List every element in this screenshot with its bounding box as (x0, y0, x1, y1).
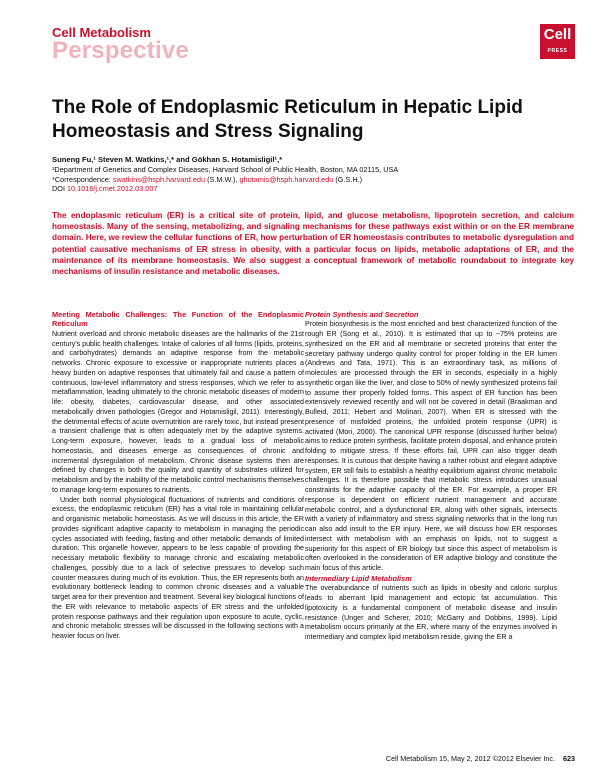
paragraph: The overabundance of nutrients such as lipids in obesity and caloric surplus leads to aberrant lipid management and ectopic fat accumulation. This lipotoxicity is a fundamental component of metabolic disease and insulin resistance (Unger and Scherer, 2010; McGarry and Dobbins, 1999). Lipid metabolism occurs primarily at the ER, where many of the enzymes involved in intermediary and complex lipid metabolism reside, giving the ER a (305, 584, 557, 642)
page-number: 623 (563, 754, 575, 763)
doi-prefix: DOI (52, 184, 67, 194)
section-label: Perspective (52, 37, 189, 64)
logo-main-text: Cell (543, 26, 572, 43)
section-heading-protein-synthesis: Protein Synthesis and Secretion (305, 310, 419, 319)
email2-suffix: (G.S.H.) (333, 174, 363, 184)
section-heading-lipid-metabolism: Intermediary Lipid Metabolism (305, 573, 412, 583)
journal-name: Cell Metabolism (52, 25, 151, 40)
paragraph: Protein biosynthesis is the most enriched and best characterized function of the rough ER (Song et al., 2010). It is estimated that up to ~75% proteins are synthesized on the ER and all membrane or secreted proteins that enter the secretary pathway undergo quality control for proper folding in the ER lumen (Andrews and Tata, 1971). This is an extraordinary task, as millions of molecules are processed through the ER in seconds, especially in a highly synthetic organ like the liver, and close to 50% of newly synthesized proteins fail to assume their properly folded forms. This aspect of ER function has been extensively reviewed recently and will not be covered in detail (Braakman and Bulleid, 2011; Hebert and Molinari, 2007). When ER is stressed with the presence of misfolded proteins, the unfolded protein response (UPR) is activated (Mori, 2000). The canonical UPR response (discussed further below) aims to reduce protein synthesis, facilitate protein disposal, and enhance protein folding to mitigate stress. If these efforts fail, UPR can also trigger death responses. It is curious that despite having a rather robust and elegant adaptive system, ER still fails to establish a healthy equilibrium against chronic metabolic challenges. It is therefore possible that metabolic stress introduces unusual constraints for the adaptive capacity of the ER. For example, a proper ER response is dependent on efficient nutrient management and accurate metabolic control, and a dysfunctional ER, along with other signals, intersects with a variety of inflammatory and stress signaling networks that in the long run can also add insult to the ER injury. Here, we will discuss how ER responses intersect with metabolism with an emphasis on lipids, not to suggest a superiority for this aspect of ER biology but since this aspect of metabolism is often overlooked in the consideration of ER adaptive biology and constitute the main focus of this article. (305, 320, 557, 573)
doi-line (52, 184, 572, 194)
paragraph: Nutrient overload and chronic metabolic diseases are the hallmarks of the 21st century's public health challenges. Intake of calories of all forms (lipids, proteins, and carbohydrates) demands an adaptive response from the metabolic networks. Chronic exposure to excessive or inappropriate nutrients places a heavy burden on adaptive responses that ultimately fail and cause a pattern of continuous, low-level inflammatory and stress responses, which we refer to as metaflammation, leading ultimately to the chronic metabolic diseases of modern life: obesity, diabetes, cardiovascular disease, and other associated metabolically driven pathologies (Gregor and Hotamisligil, 2011). Interestingly, the detrimental effects of acute overnutrition are rarely toxic, but instead present a transient challenge that is often adequately met by the adaptive systems. Long-term exposure, however, leads to a gradual loss of metabolic homeostasis, and diseases emerge as consequences of chronic and incremental dysregulation of metabolism. Chronic disease systems then are defined by changes in both the quality and quantity of substrates utilized for metabolism and by the inability of the metabolic control mechanisms themselves to manage long-term exposures to nutrients. (52, 329, 304, 494)
page-footer (330, 754, 575, 763)
section-heading-metabolic-challenges: Meeting Metabolic Challenges: The Function of the Endoplasmic Reticulum (52, 310, 304, 329)
doi-link[interactable]: 10.1016/j.cmet.2012.03.007 (67, 184, 158, 194)
paragraph: Under both normal physiological fluctuations of nutrients and conditions of excess, the endoplasmic reticulum (ER) has a vital role in maintaining cellular and organismic metabolic homeostasis. As we will discuss in this article, the ER provides significant adaptive capacity to metabolism in managing the periodic cycles associated with feeding, fasting and other metabolic demands of limited duration. This organelle however, appears to be less capable of providing the necessary metabolic flexibility to manage chronic and escalating metabolic challenges, possibly due to a lack of selective pressures to develop such counter measures during much of its evolution. Thus, the ER represents both an evolutionary bottleneck leading to common chronic diseases and a valuable target area for their prevention and treatment. Several key biological functions of the ER with relevance to metabolic aspects of ER stress and the unfolded protein response pathways and their regulation upon exposure to acute, cyclic, and chronic metabolic stresses will be discussed in the following sections with a heavier focus on liver. (52, 495, 304, 641)
footer-citation: Cell Metabolism 15, May 2, 2012 ©2012 Elsevier Inc. (385, 754, 555, 763)
email1-suffix: (S.M.W.), (205, 174, 240, 184)
cell-press-logo (540, 24, 575, 59)
abstract: The endoplasmic reticulum (ER) is a critical site of protein, lipid, and glucose metabolism, lipoprotein secretion, and calcium homeostasis. Many of the sensing, metabolizing, and signaling mechanisms for these pathways exist within or on the ER membrane domain. Here, we review the cellular functions of ER, how perturbation of ER homeostasis contributes to metabolic dysregulation and potential causative mechanisms of ER stress in obesity, with a particular focus on lipids, metabolic adaptations of ER, and the maintenance of its membrane homeostasis. We also suggest a conceptual framework of metabolic roundabout to integrate key mechanisms of insulin resistance and metabolic diseases. (52, 211, 574, 277)
email-link-hotamisligil[interactable]: ghotamis@hsph.harvard.edu (239, 174, 334, 184)
correspondence (52, 175, 572, 185)
article-title: The Role of Endoplasmic Reticulum in Hepatic Lipid Homeostasis and Stress Signaling (52, 97, 523, 142)
email-link-watkins[interactable]: swatkins@hsph.harvard.edu (112, 174, 206, 184)
author-block (52, 155, 572, 194)
logo-sub-text: PRESS (547, 48, 568, 54)
right-column (305, 310, 557, 643)
left-column (52, 310, 304, 642)
author-names: Suneng Fu,¹ Steven M. Watkins,¹,* and Gökhan S. Hotamisligil¹,* (52, 155, 283, 164)
correspondence-prefix: *Correspondence: (52, 174, 113, 184)
affiliation: ¹Department of Genetics and Complex Diseases, Harvard School of Public Health, Boston, MA 02115, USA (52, 164, 399, 174)
